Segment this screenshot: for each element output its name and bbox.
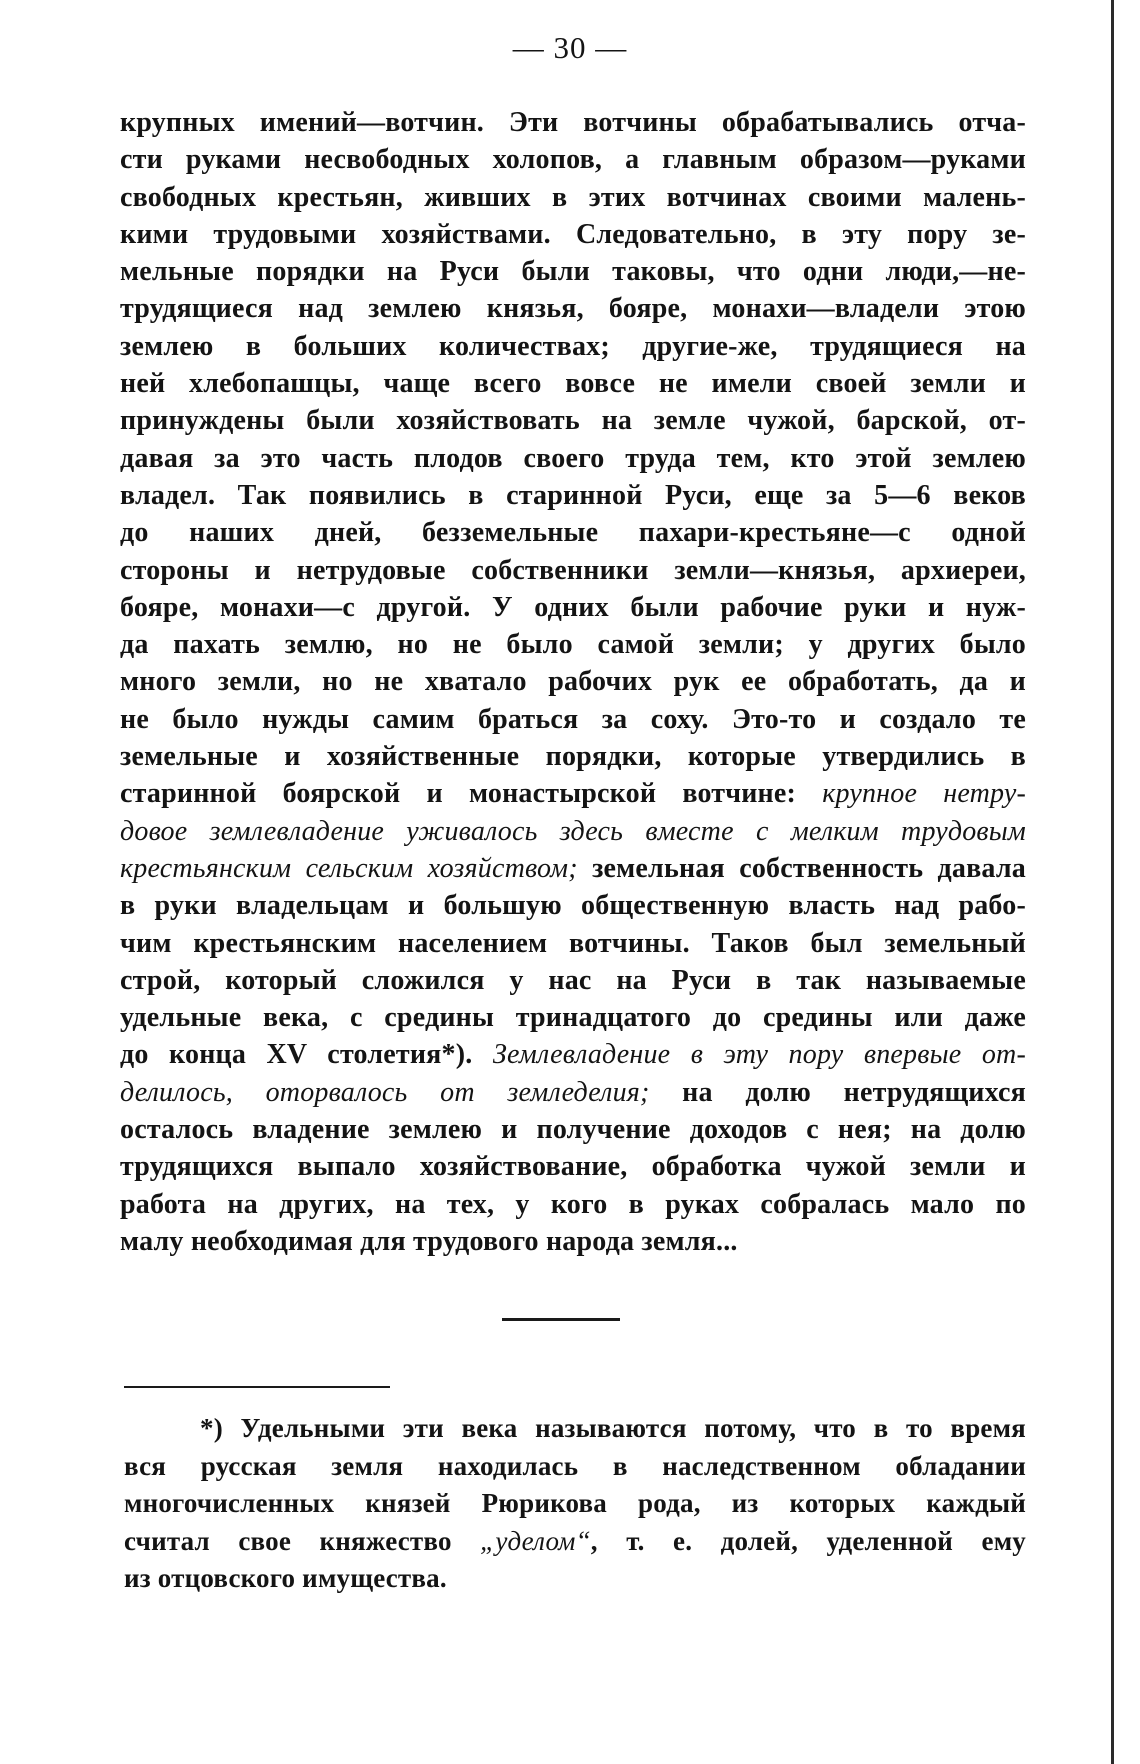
text-segment: на долю нетрудящихся: [649, 1076, 1026, 1108]
footnote-line: [124, 1523, 1026, 1561]
text-line: землею в больших количествах; другие-же, трудящиеся на: [120, 330, 1026, 362]
text-line: земельные и хозяйственные порядки, которые утвердились в: [120, 741, 1026, 773]
text-line: сти руками несвободных холопов, а главным образом—руками: [120, 144, 1026, 176]
text-segment: старинной боярской и монастырской вотчине:: [120, 778, 823, 810]
text-line: чим крестьянским населением вотчины. Таков был земельный: [120, 927, 1026, 959]
text-line: ней хлебопашцы, чаще всего вовсе не имели своей земли и: [120, 368, 1026, 400]
text-line: удельные века, с средины тринадцатого до средины или даже: [120, 1002, 1026, 1034]
text-segment: до конца XV столетия*).: [120, 1039, 493, 1071]
section-divider: [502, 1318, 620, 1321]
text-line: да пахать землю, но не было самой земли; у других было: [120, 629, 1026, 661]
text-line: давая за это часть плодов своего труда тем, кто этой землею: [120, 442, 1026, 474]
text-line: [120, 1074, 1026, 1111]
text-line: мельные порядки на Руси были таковы, что одни люди,—не-: [120, 256, 1026, 288]
text-line: кими трудовыми хозяйствами. Следовательно, в эту пору зе-: [120, 218, 1026, 250]
text-line: крупных имений—вотчин. Эти вотчины обрабатывались отча-: [120, 107, 1026, 138]
italic-segment: крестьянским сельским хозяйством;: [120, 852, 578, 884]
text-line: до наших дней, безземельные пахари-крестьяне—с одной: [120, 517, 1026, 549]
footnote-text: считал свое княжество: [124, 1525, 481, 1556]
text-line: трудящихся выпало хозяйствование, обработка чужой земли и: [120, 1151, 1026, 1183]
italic-segment: крупное нетру-: [822, 778, 1026, 810]
text-line: стороны и нетрудовые собственники земли—князья, архиереи,: [120, 554, 1026, 586]
footnote-line: [124, 1410, 1026, 1448]
text-line: принуждены были хозяйствовать на земле чужой, барской, от-: [120, 405, 1026, 437]
italic-segment: делилось, оторвалось от земледелия;: [120, 1076, 650, 1108]
text-line: свободных крестьян, живших в этих вотчинах своими малень-: [120, 181, 1026, 213]
page-number: — 30 —: [512, 30, 628, 65]
footnote-line: многочисленных князей Рюрикова рода, из которых каждый: [124, 1488, 1026, 1518]
text-line: много земли, но не хватало рабочих рук ее обработать, да и: [120, 666, 1026, 698]
text-line: в руки владельцам и большую общественную власть над рабо-: [120, 890, 1026, 922]
text-line: [120, 850, 1026, 887]
footnote-line: вся русская земля находилась в наследственном обладании: [124, 1450, 1026, 1481]
text-line: трудящиеся над землею князья, бояре, монахи—владели этою: [120, 293, 1026, 325]
footnote-text: , т. е. долей, уделенной ему: [590, 1525, 1026, 1556]
page-edge: [1111, 0, 1114, 1764]
italic-line: довое землевладение уживалось здесь вместе с мелким трудовым: [120, 815, 1026, 847]
text-line: строй, который сложился у нас на Руси в так называемые: [120, 964, 1026, 996]
text-line: осталось владение землею и получение доходов с нея; на долю: [120, 1114, 1026, 1146]
text-line: не было нужды самим браться за соху. Это-то и создало те: [120, 703, 1026, 735]
text-line: владел. Так появились в старинной Руси, еще за 5—6 веков: [120, 479, 1026, 511]
footnote-text: *) Удельными эти века называются потому, что в то время: [200, 1413, 1026, 1443]
text-line: [120, 775, 1026, 812]
footnote: [124, 1410, 1026, 1598]
text-line: [120, 1036, 1026, 1073]
text-line: бояре, монахи—с другой. У одних были рабочие руки и нуж-: [120, 591, 1026, 623]
footnote-italic: „уделом“: [480, 1525, 591, 1556]
footnote-line: из отцовского имущества.: [124, 1563, 447, 1593]
italic-segment: Землевладение в эту пору впервые от-: [492, 1039, 1026, 1071]
text-line: малу необходимая для трудового народа земля...: [120, 1225, 738, 1257]
text-segment: земельная собственность давала: [577, 852, 1026, 884]
footnote-divider: [124, 1386, 390, 1388]
text-line: работа на других, на тех, у кого в руках собралась мало по: [120, 1188, 1026, 1220]
main-text: [120, 104, 1026, 1260]
